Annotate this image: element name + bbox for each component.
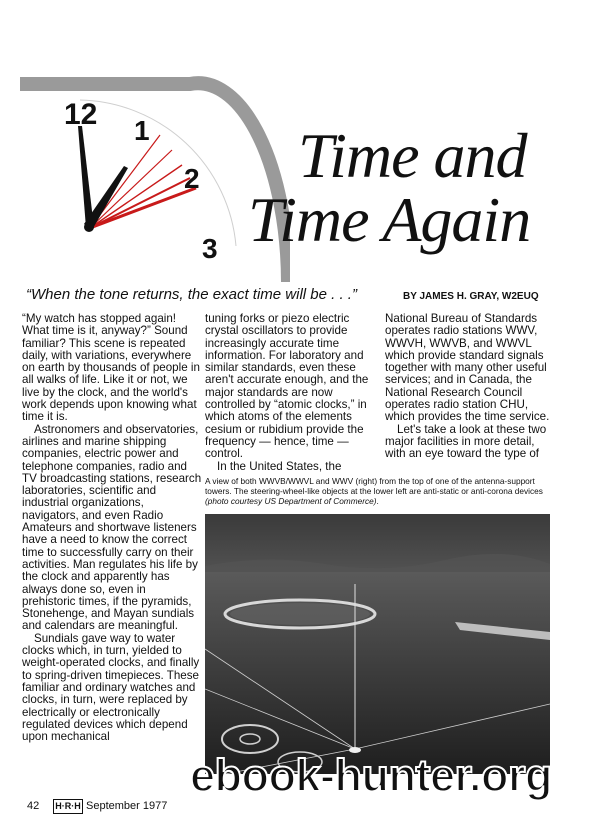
body-column-1 [22, 313, 202, 743]
page-number: 42 [27, 800, 40, 812]
article-title-line-1: Time and [298, 120, 527, 191]
article-byline: BY JAMES H. GRAY, W2EUQ [403, 291, 539, 302]
photo-antenna-field [230, 603, 370, 625]
issue-date: September 1977 [86, 800, 168, 812]
article-subhead: “When the tone returns, the exact time will be . . .” [26, 286, 357, 303]
caption-end: . [376, 496, 379, 507]
photo-caption [205, 476, 555, 507]
second-hand-sweep [90, 135, 196, 228]
clock-numeral-1: 1 [134, 115, 150, 146]
caption-credit: (photo courtesy US Department of Commerce) [205, 496, 377, 507]
aerial-antenna-photo [205, 514, 550, 774]
article-title-line-2: Time Again [248, 184, 531, 255]
paragraph: tuning forks or piezo electric crystal oscillators to provide increasingly accurate time information. For laboratory and similar standards, even these aren't accurate enough, and the major standards are now controlled by “atomic clocks,” in which atoms of the elements cesium or rubidium provide the frequency — hence, time — control. [205, 312, 369, 461]
magazine-logo: H·R·H [53, 799, 83, 814]
paragraph: National Bureau of Standards operates radio stations WWV, WWVH, WWVB, and WWVL which provide standard signals together with many other useful services; and in Canada, the National Research Council operates radio station CHU, which provides the time service. [385, 312, 550, 424]
clock-numeral-3: 3 [202, 233, 218, 264]
clock-illustration [0, 60, 290, 290]
caption-text: A view of both WWVB/WWVL and WWV (right) from the top of one of the antenna-support towers. The steering-wheel-like objects at the lower left are anti-static or anti-corona devices [205, 476, 543, 497]
paragraph: In the United States, the [217, 459, 342, 473]
clock-center-pin [84, 222, 94, 232]
clock-numeral-2: 2 [184, 163, 200, 194]
paragraph: Astronomers and observatories, airlines and marine shipping companies, electric power and telephone companies, radio and TV broadcasting stations, research laboratories, scientific and industrial organizations, navigators, and even Radio Amateurs and shortwave listeners have a need to know the correct time to successfully carry on their activities. Man regulates his life by the clock and apparently has always done so, even in prehistoric times, if the pyramids, Stonehenge, and Mayan sundials and calendars are meaningful. [22, 422, 202, 633]
hour-hand [78, 126, 94, 228]
watermark: ebook-hunter.org [190, 750, 552, 801]
paragraph: Let's take a look at these two major facilities in more detail, with an eye toward the type of [385, 422, 547, 461]
paragraph: Sundials gave way to water clocks which, in turn, yielded to weight-operated clocks, and finally to spring-driven timepieces. These familiar and ordinary watches and clocks, in turn, were replaced by electrically or electronically regulated devices which depend upon mechanical [22, 631, 200, 744]
body-column-3 [385, 313, 555, 461]
paragraph: “My watch has stopped again! What time is it, anyway?” Sound familiar? This scene is repeated daily, with variations, everywhere on earth by thousands of people in all walks of life. Like it or not, we live by the clock, and the world's work depends upon knowing what time it is. [22, 312, 200, 424]
body-column-2 [205, 313, 380, 473]
clock-numeral-12: 12 [64, 98, 98, 131]
